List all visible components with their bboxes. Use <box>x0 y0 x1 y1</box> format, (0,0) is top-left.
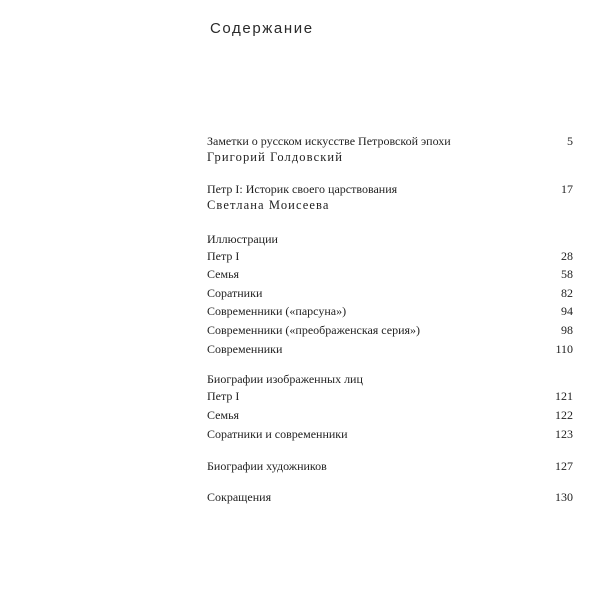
toc-entry[interactable] <box>207 323 573 339</box>
toc-entry-label: Современники («парсуна») <box>207 304 347 318</box>
toc-entry-page: 28 <box>561 249 573 263</box>
toc-entry-page: 122 <box>555 408 573 422</box>
toc-entry-essay-1[interactable] <box>207 134 573 150</box>
toc-entry-artists[interactable] <box>207 459 573 475</box>
toc-entry-page: 130 <box>555 490 573 504</box>
toc-entry-page: 110 <box>555 342 573 356</box>
toc-entry-page: 5 <box>567 134 573 148</box>
toc-entry[interactable] <box>207 304 573 320</box>
toc-entry[interactable] <box>207 342 573 358</box>
toc-entry-abbreviations[interactable] <box>207 490 573 506</box>
toc-entry-label: Соратники и современники <box>207 427 348 441</box>
toc-entry[interactable] <box>207 389 573 405</box>
toc-entry-essay-2[interactable] <box>207 182 573 198</box>
toc-entry-label: Биографии художников <box>207 459 327 473</box>
toc-entry[interactable] <box>207 408 573 424</box>
toc-entry[interactable] <box>207 249 573 265</box>
toc-entry-page: 82 <box>561 286 573 300</box>
toc-entry-label: Семья <box>207 408 240 422</box>
toc-entry-label: Современники («преображенская серия») <box>207 323 421 337</box>
toc-entry-page: 94 <box>561 304 573 318</box>
toc-entry-page: 58 <box>561 267 573 281</box>
section-heading-biographies: Биографии изображенных лиц <box>207 372 363 386</box>
toc-entry-page: 98 <box>561 323 573 337</box>
section-heading-illustrations: Иллюстрации <box>207 232 278 246</box>
toc-entry[interactable] <box>207 427 573 443</box>
toc-entry-title: Заметки о русском искусстве Петровской эпохи <box>207 134 451 148</box>
toc-entry-label: Семья <box>207 267 240 281</box>
toc-entry-page: 127 <box>555 459 573 473</box>
toc-entry-title: Петр I: Историк своего царствования <box>207 182 398 196</box>
toc-entry-label: Современники <box>207 342 283 356</box>
toc-entry-page: 123 <box>555 427 573 441</box>
toc-entry-author: Светлана Моисеева <box>207 198 330 212</box>
toc-entry-page: 121 <box>555 389 573 403</box>
toc-entry-label: Сокращения <box>207 490 272 504</box>
toc-entry[interactable] <box>207 286 573 302</box>
toc-entry[interactable] <box>207 267 573 283</box>
page-title: Содержание <box>210 20 314 37</box>
table-of-contents <box>207 0 573 597</box>
toc-entry-page: 17 <box>561 182 573 196</box>
toc-entry-label: Петр I <box>207 249 240 263</box>
toc-entry-author: Григорий Голдовский <box>207 150 343 164</box>
toc-entry-label: Соратники <box>207 286 263 300</box>
toc-entry-label: Петр I <box>207 389 240 403</box>
